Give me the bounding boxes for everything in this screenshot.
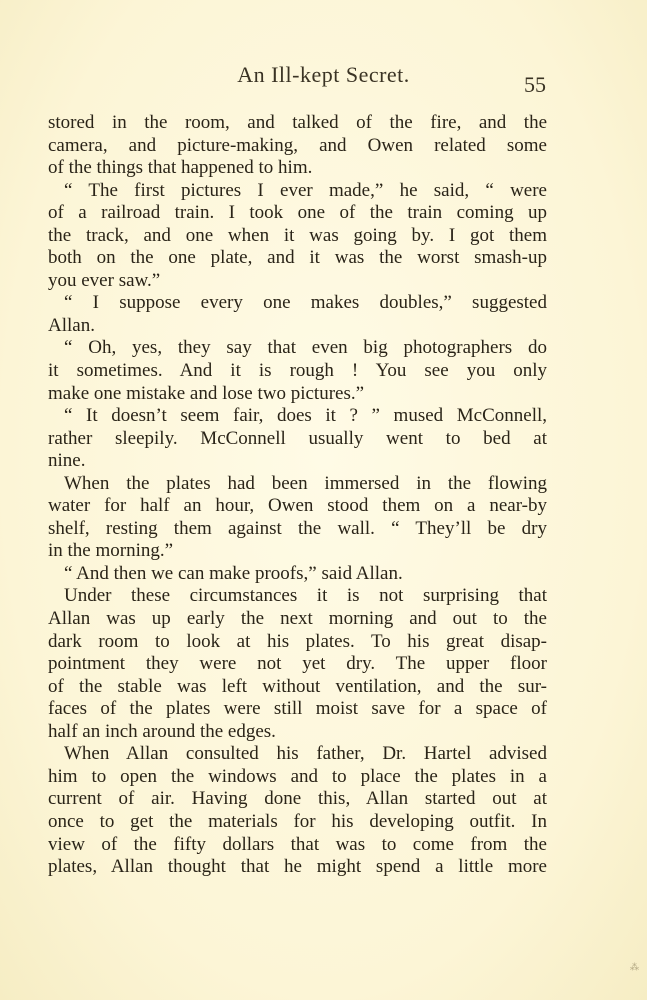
text-line: water for half an hour, Owen stood them on a near-by [48, 495, 547, 517]
text-line: of a railroad train. I took one of the train coming up [48, 202, 547, 224]
text-line: current of air. Having done this, Allan started out at [48, 788, 547, 810]
text-line: the track, and one when it was going by. I got them [48, 224, 547, 246]
text-line: shelf, resting them against the wall. “ They’ll be dry [48, 517, 547, 539]
text-line: faces of the plates were still moist save for a space of [48, 698, 547, 720]
text-line: When Allan consulted his father, Dr. Hartel advised [64, 743, 547, 765]
text-line: Allan. [48, 314, 95, 336]
text-line: make one mistake and lose two pictures.” [48, 382, 365, 404]
text-line: of the stable was left without ventilation, and the sur- [48, 675, 547, 697]
text-line: him to open the windows and to place the plates in a [48, 765, 547, 787]
text-line: nine. [48, 450, 86, 472]
text-line: rather sleepily. McConnell usually went to bed at [48, 427, 547, 449]
text-line: in the morning.” [48, 540, 174, 562]
text-line: Allan was up early the next morning and out to the [48, 608, 547, 630]
text-line: it sometimes. And it is rough ! You see you only [48, 360, 547, 382]
text-line: of the things that happened to him. [48, 157, 313, 179]
text-line: “ And then we can make proofs,” said Allan. [64, 562, 403, 584]
text-line: “ I suppose every one makes doubles,” suggested [64, 292, 547, 314]
text-line: stored in the room, and talked of the fire, and the [48, 112, 547, 133]
page-number: 55 [524, 72, 546, 97]
body-text [48, 112, 547, 879]
text-line: When the plates had been immersed in the flowing [64, 472, 547, 494]
paper-blemish: ⁂ [630, 962, 639, 972]
text-line: half an inch around the edges. [48, 720, 276, 742]
text-line: “ Oh, yes, they say that even big photographers do [64, 337, 547, 359]
text-line: you ever saw.” [48, 269, 161, 291]
text-line: “ It doesn’t seem fair, does it ? ” mused McConnell, [64, 405, 547, 427]
text-line: view of the fifty dollars that was to come from the [48, 833, 547, 855]
text-line: “ The first pictures I ever made,” he said, “ were [64, 179, 547, 201]
text-line: both on the one plate, and it was the worst smash-up [48, 247, 547, 269]
text-line: camera, and picture-making, and Owen related some [48, 134, 547, 156]
running-title: An Ill-kept Secret. [237, 62, 410, 87]
text-line: Under these circumstances it is not surprising that [64, 585, 547, 607]
text-line: once to get the materials for his developing outfit. In [48, 810, 547, 832]
text-line: dark room to look at his plates. To his great disap- [48, 630, 547, 652]
text-line: plates, Allan thought that he might spend a little more [48, 856, 547, 878]
text-line: pointment they were not yet dry. The upper floor [48, 653, 547, 675]
